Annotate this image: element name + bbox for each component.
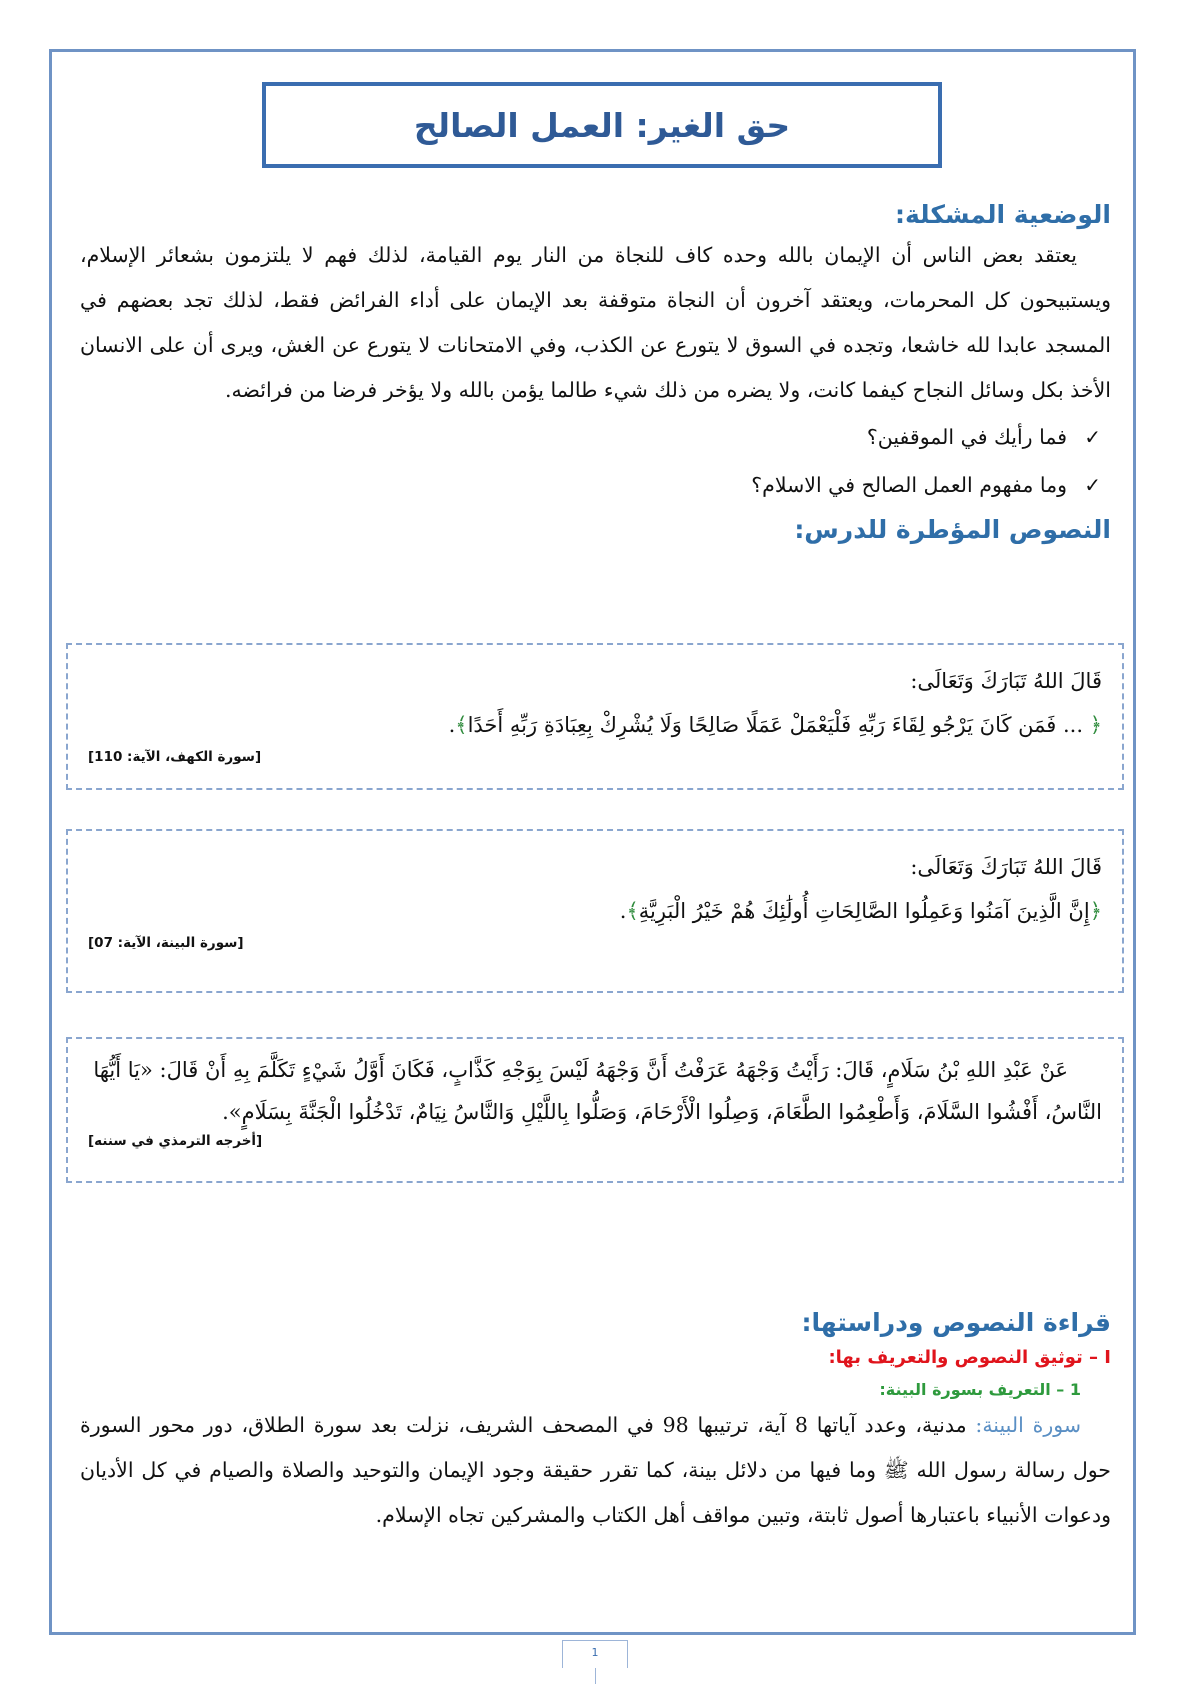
verse-text (88, 893, 1102, 929)
verse-source: [سورة البينة، الآية: 07] (88, 935, 244, 951)
problem-paragraph: يعتقد بعض الناس أن الإيمان بالله وحده كاف للنجاة من النار يوم القيامة، لذلك فهم لا يلتزمون بشعائر الإسلام، ويستبيحون كل المحرمات، ويعتقد آخرون أن النجاة متوقفة بعد الإيمان على أداء الفرائض فقط، لذلك تجد بعضهم في المسجد عابدا لله خاشعا، وتجده في السوق لا يتورع عن الكذب، وفي الامتحانات لا يتورع عن الغش، ويرى أن على الانسان الأخذ بكل وسائل النجاح كيفما كانت، ولا يضره من ذلك شيء طالما يؤمن بالله ولا يؤخر فرضا من فرائضه. (80, 243, 1111, 402)
subheading-documentation: I – توثيق النصوص والتعريف بها: (828, 1347, 1111, 1368)
verse-source: [سورة الكهف، الآية: 110] (88, 749, 262, 765)
subheading-surah-intro: 1 – التعريف بسورة البينة: (879, 1380, 1081, 1399)
surah-paragraph (80, 1403, 1111, 1538)
hadith-source: [أخرجه الترمذي في سننه] (88, 1133, 263, 1149)
page-number: 1 (562, 1640, 628, 1668)
title-box (262, 82, 942, 168)
verse-end: . (448, 713, 456, 737)
verse-box-kahf (66, 643, 1124, 790)
page-title: حق الغير: العمل الصالح (413, 105, 791, 145)
surah-term: سورة البينة: (975, 1413, 1081, 1437)
surah-description: مدنية، وعدد آياتها 8 آية، ترتيبها 98 في المصحف الشريف، نزلت بعد سورة الطلاق، دور محور السورة حول رسالة رسول الله ﷺ وما فيها من دلائل بينة، كما تقرر حقيقة وجود الإيمان والتوحيد والصلاة والصيام في كل الأديان ودعوات الأنبياء باعتبارها أصول ثابتة، وتبين مواقف أهل الكتاب والمشركين تجاه الإسلام. (80, 1413, 1111, 1527)
texts-heading: النصوص المؤطرة للدرس: (794, 515, 1111, 544)
hadith-text: عَنْ عَبْدِ اللهِ بْنُ سَلَامٍ، قَالَ: رَأَيْتُ وَجْهَهُ عَرَفْتُ أَنَّ وَجْهَهُ لَيْسَ بِوَجْهِ كَذَّابٍ، فَكَانَ أَوَّلُ شَيْءٍ تَكَلَّمَ بِهِ أَنْ قَالَ: «يَا أَيُّهَا النَّاسُ، أَفْشُوا السَّلَامَ، وَأَطْعِمُوا الطَّعَامَ، وَصِلُوا الْأَرْحَامَ، وَصَلُّوا بِاللَّيْلِ وَالنَّاسُ نِيَامٌ، تَدْخُلُوا الْجَنَّةَ بِسَلَامٍ». (93, 1058, 1102, 1124)
checkmark-icon: ✓ (1084, 473, 1101, 497)
verse-words: ... فَمَن كَانَ يَرْجُو لِقَاءَ رَبِّهِ فَلْيَعْمَلْ عَمَلًا صَالِحًا وَلَا يُشْرِكْ بِعِبَادَةِ رَبِّهِ أَحَدًا (467, 713, 1090, 737)
problem-heading: الوضعية المشكلة: (894, 200, 1111, 229)
problem-section (80, 200, 1111, 544)
reading-section (80, 1308, 1111, 1538)
ornate-bracket-open: ﴿ (1089, 899, 1102, 923)
verse-box-bayyina (66, 829, 1124, 993)
question-item (80, 461, 1111, 509)
question-item (80, 413, 1111, 461)
reading-heading: قراءة النصوص ودراستها: (801, 1308, 1111, 1337)
page-number-stem (595, 1668, 596, 1684)
question-list (80, 413, 1111, 509)
verse-words: إِنَّ الَّذِينَ آمَنُوا وَعَمِلُوا الصَّالِحَاتِ أُولَٰئِكَ هُمْ خَيْرُ الْبَرِيَّةِ (638, 899, 1090, 923)
question-text: فما رأيك في الموقفين؟ (866, 425, 1067, 449)
verse-text (88, 707, 1102, 743)
verse-end: . (619, 899, 627, 923)
ornate-bracket-close: ﴾ (455, 713, 468, 737)
hadith-box (66, 1037, 1124, 1183)
checkmark-icon: ✓ (1084, 425, 1101, 449)
ornate-bracket-open: ﴿ (1089, 713, 1102, 737)
question-text: وما مفهوم العمل الصالح في الاسلام؟ (751, 473, 1067, 497)
verse-intro: قَالَ اللهُ تَبَارَكَ وَتَعَالَى: (910, 669, 1102, 693)
ornate-bracket-close: ﴾ (626, 899, 639, 923)
verse-intro: قَالَ اللهُ تَبَارَكَ وَتَعَالَى: (910, 855, 1102, 879)
